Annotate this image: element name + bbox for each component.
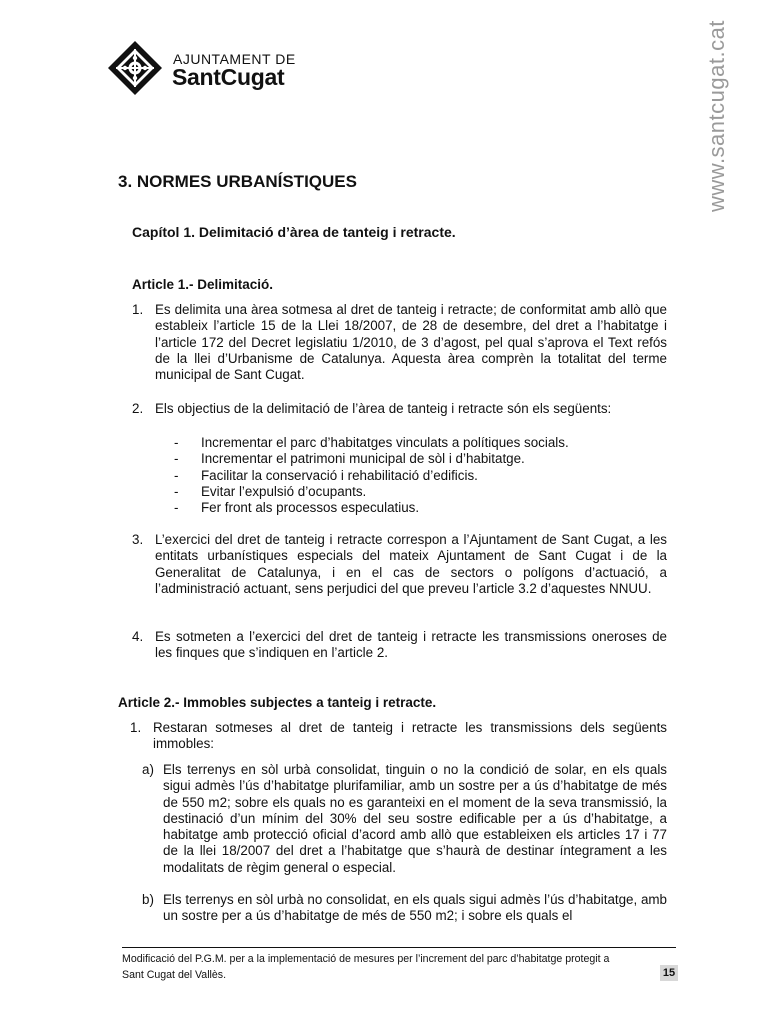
item-number: 4. (132, 629, 144, 644)
list-item: - Fer front als processos especulatius. (174, 500, 420, 516)
article-2-item-1 (130, 720, 667, 753)
article-2-item-1b (142, 892, 667, 925)
item-number: 2. (132, 401, 144, 416)
section-heading: 3. NORMES URBANÍSTIQUES (118, 172, 357, 191)
article-2-item-1a (142, 762, 667, 876)
footer-text (122, 951, 662, 983)
item-number: 3. (132, 532, 144, 547)
chapter-title: Capítol 1. Delimitació d’àrea de tanteig i retracte. (132, 224, 456, 240)
item-number: 1. (132, 302, 144, 317)
footer-line-2: Sant Cugat del Vallès. (122, 969, 227, 981)
footer-divider (122, 947, 676, 948)
article-2-title: Article 2.- Immobles subjectes a tanteig i retracte. (118, 695, 437, 710)
article-1-item-2 (132, 401, 667, 417)
item-text: Els terrenys en sòl urbà no consolidat, en els quals sigui admès l’ús d’habitatge, amb un sostre per a ús d’habitatge de més de 550 m2; i sobre els quals el (163, 892, 667, 924)
logo-text-ajuntament: AJUNTAMENT DE (173, 51, 296, 67)
item-text: L’exercici del dret de tanteig i retracte correspon a l’Ajuntament de Sant Cugat, a les entitats urbanístiques especials del mateix Ajuntament de Sant Cugat i de la Generalitat de Catalunya, i en el cas de sectors o polígons d’actuació, a l’administració actuant, sens perjudici del que preveu l’article 3.2 d’aquestes NNUU. (155, 532, 667, 596)
item-text: Els terrenys en sòl urbà consolidat, tinguin o no la condició de solar, en els quals sigui admès l’ús d’habitatge plurifamiliar, amb un sostre per a ús d’habitatge de més de 550 m2; sobre els quals no es garanteixi en el moment de la seva transmissió, la destinació d’un mínim del 30% del seu sostre edificable per a ús d’habitatge, a habitatge amb protecció oficial d’acord amb allò que estableixen els articles 17 i 77 de la llei 18/2007 del dret a l’habitatge que s’haurà de destinar íntegrament a les modalitats de règim general o especial. (163, 762, 667, 875)
list-item: - Incrementar el parc d’habitatges vinculats a polítiques socials. (174, 435, 569, 450)
list-item: - Incrementar el patrimoni municipal de sòl i d’habitatge. (174, 451, 525, 467)
ajuntament-logo (107, 40, 297, 96)
item-label: a) (142, 762, 154, 777)
page-number: 15 (660, 965, 678, 981)
list-item: - Facilitar la conservació i rehabilitació d’edificis. (174, 467, 478, 483)
item-text: Els objectius de la delimitació de l’àrea de tanteig i retracte són els següents: (155, 401, 612, 416)
item-text: Es delimita una àrea sotmesa al dret de tanteig i retracte; de conformitat amb allò que estableix l’article 15 de la Llei 18/2007, de 28 de desembre, del dret a l’habitatge i l’article 172 del Decret legislatiu 1/2010, de 3 d’agost, pel qual s’aprova el Text refós de la llei d’Urbanisme de Catalunya. Aquesta àrea comprèn la totalitat del terme municipal de Sant Cugat. (155, 302, 667, 383)
article-1-item-4 (132, 629, 667, 662)
sant-cugat-emblem-icon (107, 40, 163, 96)
item-text: Es sotmeten a l’exercici del dret de tanteig i retracte les transmissions oneroses de les finques que s’indiquen en l’article 2. (155, 629, 667, 661)
item-text: Restaran sotmeses al dret de tanteig i retracte les transmissions dels següents immobles: (153, 720, 667, 752)
logo-text-santcugat: SantCugat (172, 64, 285, 90)
article-1-item-1 (132, 302, 667, 383)
footer-line-1: Modificació del P.G.M. per a la implementació de mesures per l’increment del parc d’habitatge protegit a (122, 953, 610, 965)
item-number: 1. (130, 720, 142, 735)
list-item: - Evitar l’expulsió d’ocupants. (174, 483, 367, 499)
article-1-title: Article 1.- Delimitació. (132, 277, 274, 292)
article-1-item-3 (132, 532, 667, 597)
objectives-list (174, 435, 569, 516)
item-label: b) (142, 892, 154, 907)
side-url: www.santcugat.cat (704, 20, 729, 212)
